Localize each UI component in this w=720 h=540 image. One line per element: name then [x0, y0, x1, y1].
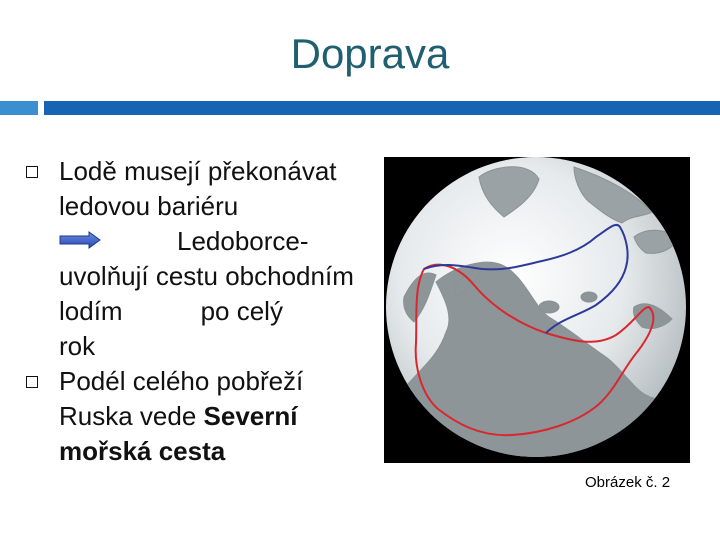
arctic-map-image [384, 157, 690, 463]
bullet-text-line: rok [59, 331, 96, 361]
bullet-text-bold: mořská cesta [59, 436, 226, 466]
bullet-item-northern-sea-route [26, 364, 386, 469]
arrow-right-icon [59, 231, 101, 249]
bullet-text-line [59, 399, 386, 434]
bullet-text-segment: Ledoborce- [177, 226, 309, 256]
square-bullet-icon [26, 376, 38, 388]
bullet-text-bold: Severní [203, 401, 298, 431]
globe-illustration [384, 157, 690, 463]
accent-rule-main [44, 101, 720, 115]
bullet-text-segment: Ruska vede [59, 401, 204, 431]
bullet-text-line: ledovou bariéru [59, 191, 239, 221]
bullet-text-line: Podél celého pobřeží [59, 366, 304, 396]
bullet-text-line [59, 224, 386, 259]
bullet-text-segment: lodím [59, 296, 123, 326]
image-caption: Obrázek č. 2 [585, 474, 671, 491]
slide-title: Doprava [290, 30, 450, 77]
accent-rule-small [0, 101, 38, 115]
bullet-text-segment: po celý [200, 296, 283, 326]
bullet-text-line [59, 434, 386, 469]
bullet-item-icebreakers [26, 154, 386, 364]
bullet-text-line [59, 294, 386, 329]
bullet-list [26, 154, 386, 469]
bullet-text-line: Lodě musejí překonávat [59, 156, 337, 186]
bullet-text-line: uvolňují cestu obchodním [59, 261, 354, 291]
square-bullet-icon [26, 166, 38, 178]
